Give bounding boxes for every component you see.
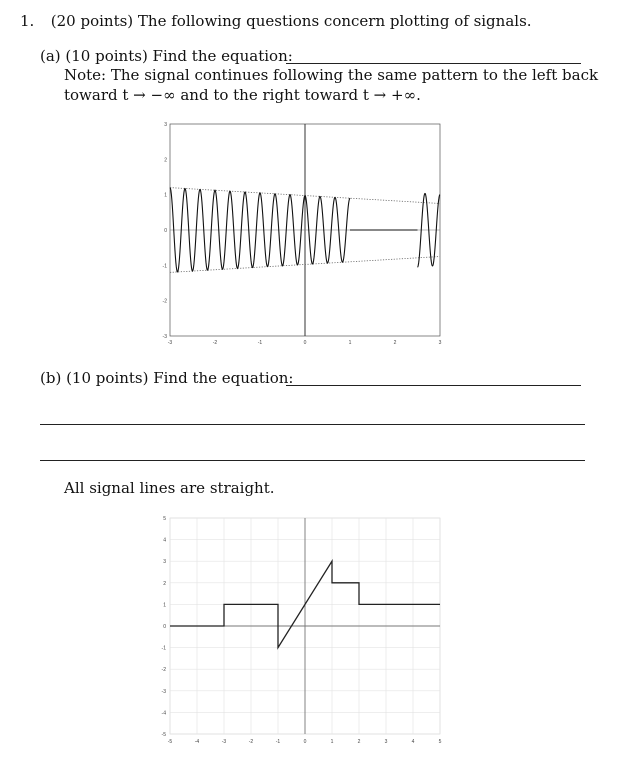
plot-a-x-tick-label: 2 xyxy=(393,340,397,346)
plot-a-y-tick-label: 2 xyxy=(164,157,167,164)
plot-a xyxy=(150,118,450,350)
plot-b-y-tick-label: 1 xyxy=(163,602,166,609)
plot-b-x-tick-label: 0 xyxy=(303,739,307,745)
plot-a-y-tick-label: -2 xyxy=(162,298,167,305)
plot-b-y-tick-label: 2 xyxy=(163,580,166,587)
plot-b-x-tick-label: 1 xyxy=(330,739,334,745)
question-number: 1. xyxy=(20,12,35,30)
part-a-label: (a) (10 points) Find the equation: xyxy=(40,47,293,65)
plot-b-x-tick-label: -1 xyxy=(275,739,281,745)
plot-a-y-tick-label: -1 xyxy=(162,263,167,270)
plot-a-y-tick-label: -3 xyxy=(162,334,167,340)
plot-b-x-tick-label: -3 xyxy=(221,739,227,745)
part-a-note-line2: toward t → −∞ and to the right toward t → +∞. xyxy=(64,86,421,104)
plot-a-x-tick-label: 3 xyxy=(438,340,442,346)
plot-a-x-tick-label: 0 xyxy=(303,340,307,346)
part-b-statement: All signal lines are straight. xyxy=(64,479,275,497)
part-a-note xyxy=(64,65,598,105)
part-b-answer-line[interactable] xyxy=(286,384,581,386)
part-b-answer-line-2[interactable] xyxy=(40,423,585,425)
plot-a-y-tick-label: 3 xyxy=(164,122,167,128)
plot-a-y-tick-label: 0 xyxy=(164,228,167,234)
plot-a-x-tick-label: 1 xyxy=(348,340,352,346)
plot-b-x-tick-label: 4 xyxy=(411,739,415,745)
question-heading-text: (20 points) The following questions concern plotting of signals. xyxy=(50,12,532,30)
part-a-answer-line[interactable] xyxy=(286,62,581,64)
plot-a-signal-repeat-line xyxy=(418,193,441,267)
plot-a-x-tick-label: -1 xyxy=(257,340,263,346)
part-b-answer-line-3[interactable] xyxy=(40,459,585,461)
plot-b-y-tick-label: 0 xyxy=(163,624,166,630)
plot-b-x-tick-label: -4 xyxy=(194,739,200,745)
plot-b-y-tick-label: -1 xyxy=(161,645,166,652)
plot-b-x-tick-label: -5 xyxy=(167,739,173,745)
plot-b-y-tick-label: 5 xyxy=(163,516,166,522)
plot-b-y-tick-label: -2 xyxy=(161,667,166,674)
part-b-label: (b) (10 points) Find the equation: xyxy=(40,369,294,387)
plot-b-x-tick-label: 5 xyxy=(438,739,442,745)
plot-b-x-tick-label: -2 xyxy=(248,739,254,745)
plot-b-x-tick-label: 2 xyxy=(357,739,361,745)
part-a-note-line1: Note: The signal continues following the same pattern to the left back xyxy=(64,66,599,84)
plot-b-y-tick-label: -4 xyxy=(161,710,166,717)
plot-b xyxy=(150,512,450,748)
plot-a-x-tick-label: -2 xyxy=(212,340,218,346)
plot-b-y-tick-label: -3 xyxy=(161,688,166,695)
plot-a-x-tick-label: -3 xyxy=(167,340,173,346)
plot-b-y-tick-label: -5 xyxy=(161,732,166,738)
plot-b-y-tick-label: 4 xyxy=(163,537,166,544)
question-heading xyxy=(20,12,532,30)
plot-b-x-tick-label: 3 xyxy=(384,739,388,745)
plot-b-y-tick-label: 3 xyxy=(163,559,166,566)
plot-a-y-tick-label: 1 xyxy=(164,192,167,199)
